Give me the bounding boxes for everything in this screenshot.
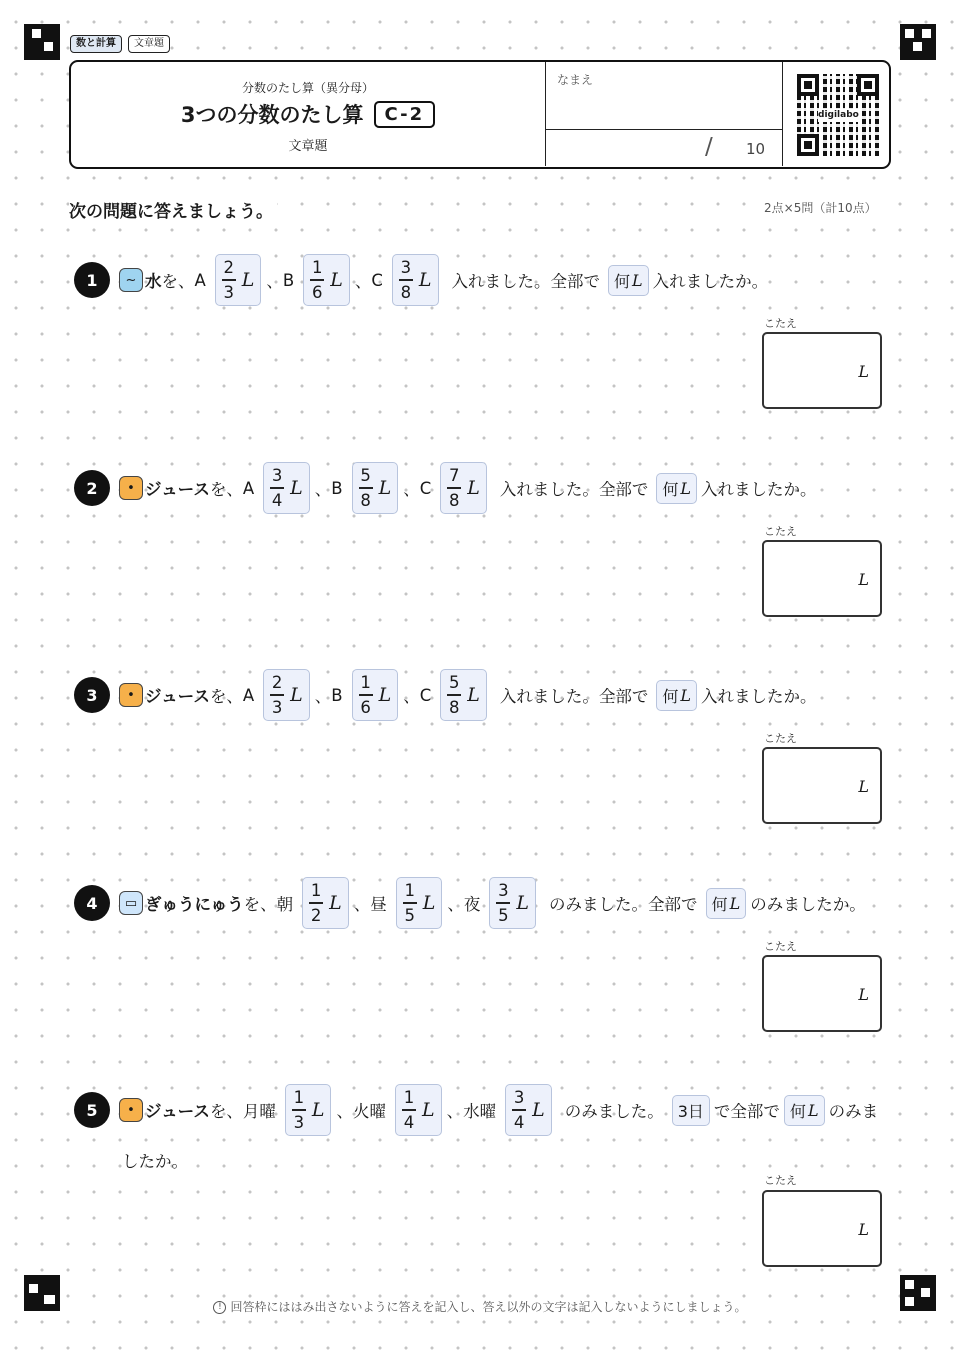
fraction xyxy=(222,258,236,302)
unit-liter: L xyxy=(729,893,741,913)
worksheet-header xyxy=(69,60,891,169)
answer-label: こたえ xyxy=(764,940,797,953)
question-box xyxy=(608,265,649,296)
unit-liter: L xyxy=(680,685,692,705)
item-label: B xyxy=(331,685,343,705)
info-icon: ! xyxy=(213,1301,226,1314)
problem-verb-text: 入れました。全部で xyxy=(499,480,649,499)
fraction-denominator: 8 xyxy=(449,697,460,717)
unit-liter: L xyxy=(532,1099,545,1121)
fraction xyxy=(402,1088,416,1132)
problem-keyword: ぎゅうにゅう xyxy=(145,895,244,914)
score-max: 10 xyxy=(746,140,766,158)
item-label: A xyxy=(242,478,255,498)
fraction-numerator: 3 xyxy=(513,1088,525,1108)
juice-icon: • xyxy=(119,1098,143,1122)
unit-liter: L xyxy=(680,478,692,498)
tag-type: 文章題 xyxy=(128,35,170,53)
answer-unit: L xyxy=(858,362,869,381)
question-word: 何 xyxy=(711,894,728,914)
score-slash: / xyxy=(705,134,713,160)
unit-liter: L xyxy=(241,269,255,291)
problem-3 xyxy=(74,667,817,723)
answer-box-3[interactable] xyxy=(762,747,882,824)
answer-box-2[interactable] xyxy=(762,540,882,617)
fraction-amount xyxy=(285,1084,332,1136)
fraction-amount xyxy=(440,669,487,721)
unit-liter: L xyxy=(311,1099,325,1121)
fraction xyxy=(270,673,284,717)
problem-tail: 入れましたか。 xyxy=(652,272,769,291)
answer-label: こたえ xyxy=(764,317,797,330)
unit-liter: L xyxy=(290,477,303,499)
problem-particle: を、 xyxy=(243,895,277,914)
problem-number: 5 xyxy=(74,1092,110,1128)
separator: 、 xyxy=(403,480,420,499)
fraction-numerator: 3 xyxy=(400,258,412,278)
fraction-numerator: 7 xyxy=(449,466,460,486)
answer-label: こたえ xyxy=(764,1174,797,1187)
problem-verb-text: 入れました。全部で xyxy=(499,687,649,706)
separator: 、 xyxy=(314,687,332,706)
corner-marker-top-left xyxy=(24,24,60,60)
fraction-numerator: 1 xyxy=(360,673,371,693)
item-label: C xyxy=(419,478,432,498)
question-word: 何 xyxy=(789,1101,806,1121)
qr-code-icon xyxy=(797,74,879,156)
fraction-denominator: 8 xyxy=(449,490,460,510)
water-icon: ~ xyxy=(119,268,143,292)
name-label: なまえ xyxy=(557,73,594,87)
instruction: 次の問題に答えましょう。 xyxy=(69,197,277,222)
worksheet-title: 3つの分数のたし算 xyxy=(180,103,364,127)
item-label: C xyxy=(419,685,432,705)
separator: 、 xyxy=(353,895,371,914)
question-word: 何 xyxy=(662,686,679,706)
tag-subject: 数と計算 xyxy=(70,35,122,53)
question-word: 何 xyxy=(662,479,679,499)
answer-box-5[interactable] xyxy=(762,1190,882,1267)
problem-number: 1 xyxy=(74,262,110,298)
item-label: 火曜 xyxy=(352,1102,386,1121)
unit-liter: L xyxy=(418,269,432,291)
fraction-bar xyxy=(496,902,510,904)
problem-tail: 入れましたか。 xyxy=(701,480,817,499)
footer-text: 回答枠にははみ出さないように答えを記入し、答え以外の文字は記入しないようにしましょう。 xyxy=(230,1300,747,1314)
answer-unit: L xyxy=(858,1220,869,1239)
problem-verb-text-2: で全部で xyxy=(713,1102,780,1121)
problem-keyword: 水 xyxy=(145,272,162,291)
fraction-numerator: 3 xyxy=(498,881,509,901)
fraction-amount xyxy=(302,877,349,929)
fraction-amount xyxy=(395,1084,442,1136)
fraction xyxy=(399,258,413,302)
fraction-denominator: 6 xyxy=(360,697,371,717)
footer-note xyxy=(0,1298,960,1315)
fraction-bar xyxy=(447,487,461,489)
problem-tail: のみま xyxy=(828,1102,879,1121)
fraction-bar xyxy=(447,694,461,696)
unit-liter: L xyxy=(330,269,343,291)
fraction-bar xyxy=(310,279,324,281)
fraction-amount xyxy=(396,877,443,929)
item-label: 水曜 xyxy=(463,1102,497,1121)
fraction-amount xyxy=(352,669,399,721)
separator: 、 xyxy=(336,1102,353,1121)
unit-liter: L xyxy=(516,892,530,914)
problem-particle: を、 xyxy=(209,687,243,706)
fraction-denominator: 2 xyxy=(310,905,322,925)
fraction xyxy=(359,673,373,717)
fraction-amount xyxy=(489,877,536,929)
fraction-bar xyxy=(399,279,413,281)
score-field[interactable] xyxy=(545,130,782,166)
unit-liter: L xyxy=(378,684,392,706)
unit-liter: L xyxy=(632,270,643,290)
question-box xyxy=(784,1095,825,1126)
answer-label: こたえ xyxy=(764,732,797,745)
fraction-bar xyxy=(359,487,373,489)
problem-keyword: ジュース xyxy=(145,480,210,499)
fraction-denominator: 3 xyxy=(271,697,283,717)
fraction-denominator: 8 xyxy=(360,490,371,510)
fraction-numerator: 2 xyxy=(271,673,283,693)
days-box: 3日 xyxy=(672,1095,710,1126)
fraction xyxy=(403,881,417,925)
fraction-numerator: 1 xyxy=(293,1088,305,1108)
fraction-denominator: 3 xyxy=(223,282,235,302)
item-label: B xyxy=(331,478,343,498)
problem-number: 2 xyxy=(74,470,110,506)
answer-unit: L xyxy=(858,570,869,589)
header-title-row xyxy=(71,99,545,129)
item-label: 昼 xyxy=(370,895,387,914)
fraction xyxy=(447,466,461,510)
problem-keyword: ジュース xyxy=(145,687,210,706)
item-label: A xyxy=(242,685,255,705)
problem-tail: 入れましたか。 xyxy=(701,687,817,706)
fraction xyxy=(270,466,284,510)
juice-icon: • xyxy=(119,683,143,707)
fraction-bar xyxy=(309,902,323,904)
item-label: 朝 xyxy=(276,895,294,914)
item-label: A xyxy=(194,270,206,290)
separator: 、 xyxy=(354,272,372,291)
problem-particle: を、 xyxy=(209,480,243,499)
milk-icon: ▭ xyxy=(119,891,143,915)
unit-liter: L xyxy=(378,477,392,499)
problem-tail: のみましたか。 xyxy=(750,895,866,914)
fraction-amount xyxy=(263,462,310,514)
name-field[interactable] xyxy=(545,62,782,130)
fraction-numerator: 1 xyxy=(403,1088,415,1108)
fraction-bar xyxy=(512,1109,526,1111)
fraction-amount xyxy=(215,254,262,306)
fraction xyxy=(496,881,510,925)
problem-verb-text: 入れました。全部で xyxy=(451,272,601,291)
category-tags xyxy=(70,35,170,53)
problem-verb-text: のみました。全部で xyxy=(549,895,698,914)
fraction-denominator: 4 xyxy=(271,490,283,510)
fraction-amount xyxy=(505,1084,552,1136)
item-label: 夜 xyxy=(463,895,481,914)
corner-marker-top-right xyxy=(900,24,936,60)
points-info: 2点×5問（計10点） xyxy=(764,201,877,215)
answer-unit: L xyxy=(858,985,869,1004)
fraction xyxy=(292,1088,306,1132)
problem-5 xyxy=(74,1082,878,1138)
fraction-numerator: 5 xyxy=(360,466,371,486)
fraction-denominator: 4 xyxy=(513,1112,525,1132)
fraction xyxy=(309,881,323,925)
fraction xyxy=(447,673,461,717)
problem-tail-line-2: したか。 xyxy=(122,1152,188,1171)
fraction xyxy=(359,466,373,510)
fraction-bar xyxy=(292,1109,306,1111)
fraction-denominator: 5 xyxy=(404,905,416,925)
question-word: 何 xyxy=(614,271,631,291)
fraction-bar xyxy=(222,279,236,281)
fraction-amount xyxy=(303,254,350,306)
fraction-amount xyxy=(392,254,439,306)
problem-1 xyxy=(74,252,768,308)
fraction-denominator: 8 xyxy=(400,282,412,302)
problem-number: 4 xyxy=(74,885,110,921)
fraction-denominator: 5 xyxy=(498,905,509,925)
worksheet-code: C-2 xyxy=(374,101,436,128)
fraction-bar xyxy=(403,902,417,904)
question-box xyxy=(706,888,747,919)
unit-liter: L xyxy=(467,477,480,499)
problem-particle: を、 xyxy=(161,272,195,291)
fraction xyxy=(310,258,324,302)
problem-verb-text: のみました。 xyxy=(564,1102,664,1121)
separator: 、 xyxy=(314,480,332,499)
fraction-numerator: 2 xyxy=(223,258,235,278)
fraction-numerator: 5 xyxy=(449,673,460,693)
juice-icon: • xyxy=(119,476,143,500)
qr-label: digilabo xyxy=(818,110,859,120)
fraction-denominator: 6 xyxy=(312,282,323,302)
answer-unit: L xyxy=(858,777,869,796)
answer-box-1[interactable] xyxy=(762,332,882,409)
unit-liter: L xyxy=(807,1100,819,1120)
fraction-bar xyxy=(359,694,373,696)
answer-label: こたえ xyxy=(764,525,797,538)
separator: 、 xyxy=(447,895,464,914)
fraction-amount xyxy=(352,462,399,514)
header-title-area xyxy=(71,62,545,166)
answer-box-4[interactable] xyxy=(762,955,882,1032)
fraction-numerator: 1 xyxy=(312,258,323,278)
problem-number: 3 xyxy=(74,677,110,713)
item-label: 月曜 xyxy=(242,1102,276,1121)
problem-particle: を、 xyxy=(209,1102,243,1121)
unit-liter: L xyxy=(290,684,303,706)
fraction-numerator: 1 xyxy=(404,881,416,901)
item-label: C xyxy=(371,270,383,290)
fraction-numerator: 1 xyxy=(310,881,322,901)
question-box xyxy=(656,473,697,504)
worksheet-kind: 文章題 xyxy=(288,139,328,154)
separator: 、 xyxy=(403,687,420,706)
fraction-denominator: 4 xyxy=(403,1112,415,1132)
header-subtitle: 分数のたし算（異分母） xyxy=(241,81,374,95)
unit-liter: L xyxy=(422,892,436,914)
problem-2 xyxy=(74,460,817,516)
problem-keyword: ジュース xyxy=(145,1102,210,1121)
fraction-denominator: 3 xyxy=(293,1112,305,1132)
qr-area xyxy=(782,62,889,166)
unit-liter: L xyxy=(329,892,342,914)
fraction-amount xyxy=(440,462,487,514)
question-box xyxy=(656,680,697,711)
separator: 、 xyxy=(266,272,283,291)
fraction-bar xyxy=(402,1109,416,1111)
fraction-bar xyxy=(270,487,284,489)
fraction-numerator: 3 xyxy=(271,466,283,486)
separator: 、 xyxy=(446,1102,464,1121)
fraction xyxy=(512,1088,526,1132)
fraction-bar xyxy=(270,694,284,696)
unit-liter: L xyxy=(421,1099,435,1121)
unit-liter: L xyxy=(467,684,480,706)
problem-4 xyxy=(74,875,866,931)
item-label: B xyxy=(282,270,295,290)
fraction-amount xyxy=(263,669,310,721)
